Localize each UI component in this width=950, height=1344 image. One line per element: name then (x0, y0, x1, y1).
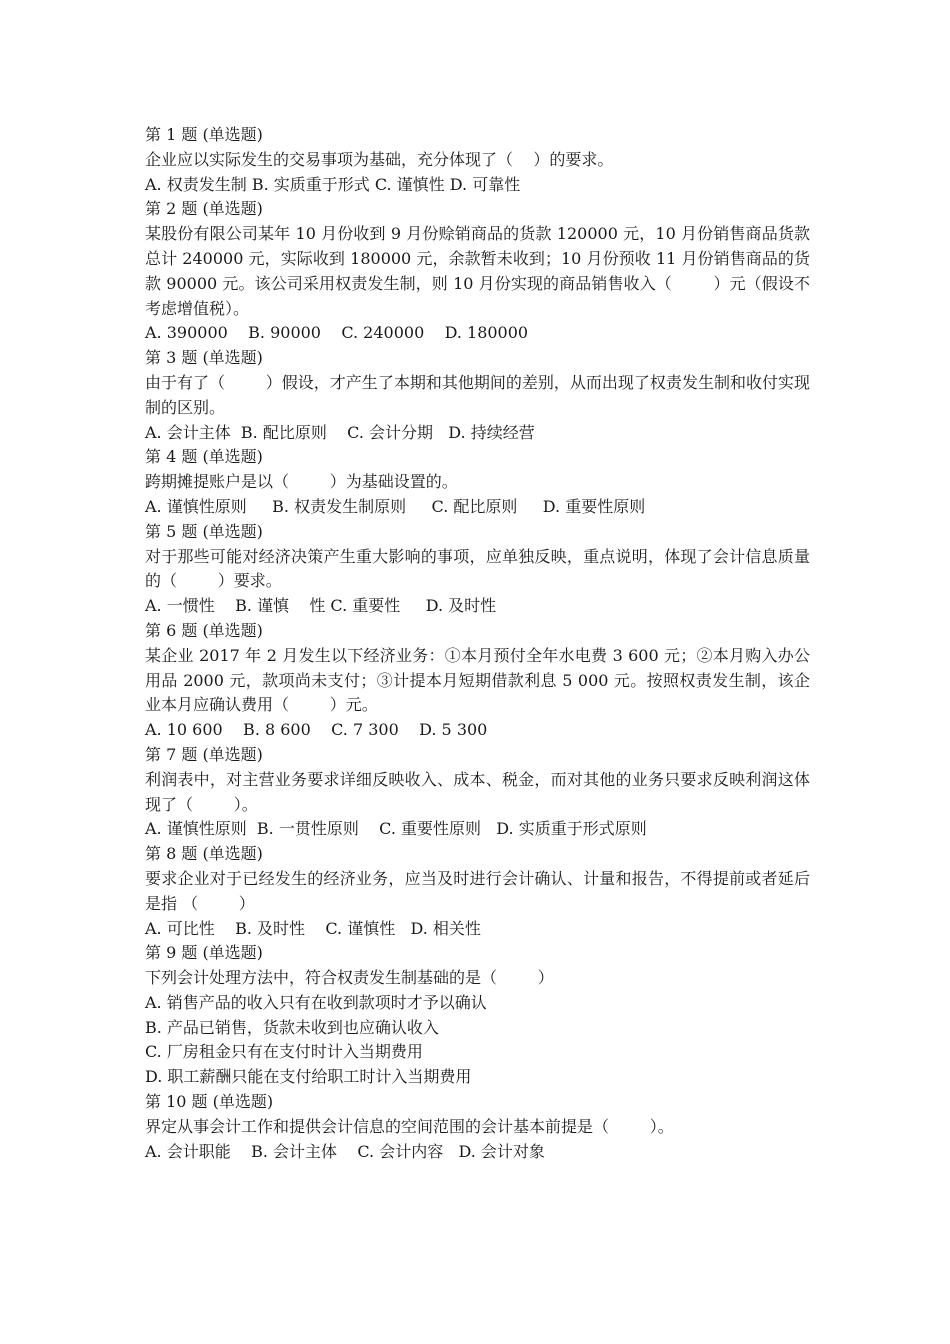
question-7 (145, 743, 810, 842)
question-5 (145, 520, 810, 619)
question-1 (145, 123, 810, 197)
question-options: A. 谨慎性原则 B. 权责发生制原则 C. 配比原则 D. 重要性原则 (145, 496, 646, 516)
question-options: A. 谨慎性原则 B. 一贯性原则 C. 重要性原则 D. 实质重于形式原则 (145, 819, 647, 839)
question-stem: 要求企业对于已经发生的经济业务，应当及时进行会计确认、计量和报告，不得提前或者延后是指 （ ） (145, 868, 810, 913)
question-option-c: C. 厂房租金只有在支付时计入当期费用 (145, 1042, 423, 1062)
question-title: 第 3 题 (单选题) (145, 348, 263, 368)
question-title: 第 5 题 (单选题) (145, 521, 263, 541)
question-stem: 下列会计处理方法中，符合权责发生制基础的是（ ） (145, 968, 554, 988)
question-title: 第 6 题 (单选题) (145, 620, 263, 640)
question-options: A. 一惯性 B. 谨慎 性 C. 重要性 D. 及时性 (145, 596, 497, 616)
question-options: A. 390000 B. 90000 C. 240000 D. 180000 (145, 323, 529, 343)
question-options: A. 会计主体 B. 配比原则 C. 会计分期 D. 持续经营 (145, 422, 535, 442)
question-stem: 某股份有限公司某年 10 月份收到 9 月份赊销商品的货款 120000 元，10 月份销售商品货款总计 240000 元，实际收到 180000 元，余款暂未收到；10 月份预收 11 月份销售商品的货款 90000 元。该公司采用权责发生制，则 10 月份实现的商品销售收入（ ）元（假设不考虑增值税）。 (145, 224, 810, 318)
question-stem: 由于有了（ ）假设，才产生了本期和其他期间的差别，从而出现了权责发生制和收付实现制的区别。 (145, 372, 810, 417)
question-title: 第 10 题 (单选题) (145, 1092, 274, 1112)
question-4 (145, 445, 810, 519)
question-option-b: B. 产品已销售，货款未收到也应确认收入 (145, 1017, 439, 1037)
question-10 (145, 1090, 810, 1164)
question-stem: 跨期摊提账户是以（ ）为基础设置的。 (145, 472, 458, 492)
question-options: A. 10 600 B. 8 600 C. 7 300 D. 5 300 (145, 720, 488, 740)
question-title: 第 9 题 (单选题) (145, 943, 263, 963)
question-stem: 企业应以实际发生的交易事项为基础，充分体现了（ ）的要求。 (145, 149, 614, 169)
question-stem: 某企业 2017 年 2 月发生以下经济业务：①本月预付全年水电费 3 600 元；②本月购入办公用品 2000 元，款项尚未支付；③计提本月短期借款利息 5 000 元。按照权责发生制，该企业本月应确认费用（ ）元。 (145, 645, 810, 715)
question-document (145, 123, 810, 1164)
question-title: 第 2 题 (单选题) (145, 199, 263, 219)
question-9 (145, 941, 810, 1090)
question-8 (145, 842, 810, 941)
question-title: 第 8 题 (单选题) (145, 844, 263, 864)
question-3 (145, 346, 810, 445)
question-option-a: A. 销售产品的收入只有在收到款项时才予以确认 (145, 992, 487, 1012)
question-title: 第 4 题 (单选题) (145, 447, 263, 467)
question-title: 第 1 题 (单选题) (145, 125, 263, 144)
question-6 (145, 619, 810, 743)
question-options: A. 可比性 B. 及时性 C. 谨慎性 D. 相关性 (145, 918, 481, 938)
question-options: A. 权责发生制 B. 实质重于形式 C. 谨慎性 D. 可靠性 (145, 174, 521, 194)
question-title: 第 7 题 (单选题) (145, 744, 263, 764)
question-options: A. 会计职能 B. 会计主体 C. 会计内容 D. 会计对象 (145, 1141, 545, 1161)
question-option-d: D. 职工薪酬只能在支付给职工时计入当期费用 (145, 1067, 472, 1087)
question-stem: 对于那些可能对经济决策产生重大影响的事项，应单独反映，重点说明，体现了会计信息质量的（ ）要求。 (145, 546, 810, 591)
question-stem: 界定从事会计工作和提供会计信息的空间范围的会计基本前提是（ ）。 (145, 1116, 674, 1136)
question-2 (145, 197, 810, 346)
question-stem: 利润表中，对主营业务要求详细反映收入、成本、税金，而对其他的业务只要求反映利润这体现了（ ）。 (145, 769, 810, 814)
